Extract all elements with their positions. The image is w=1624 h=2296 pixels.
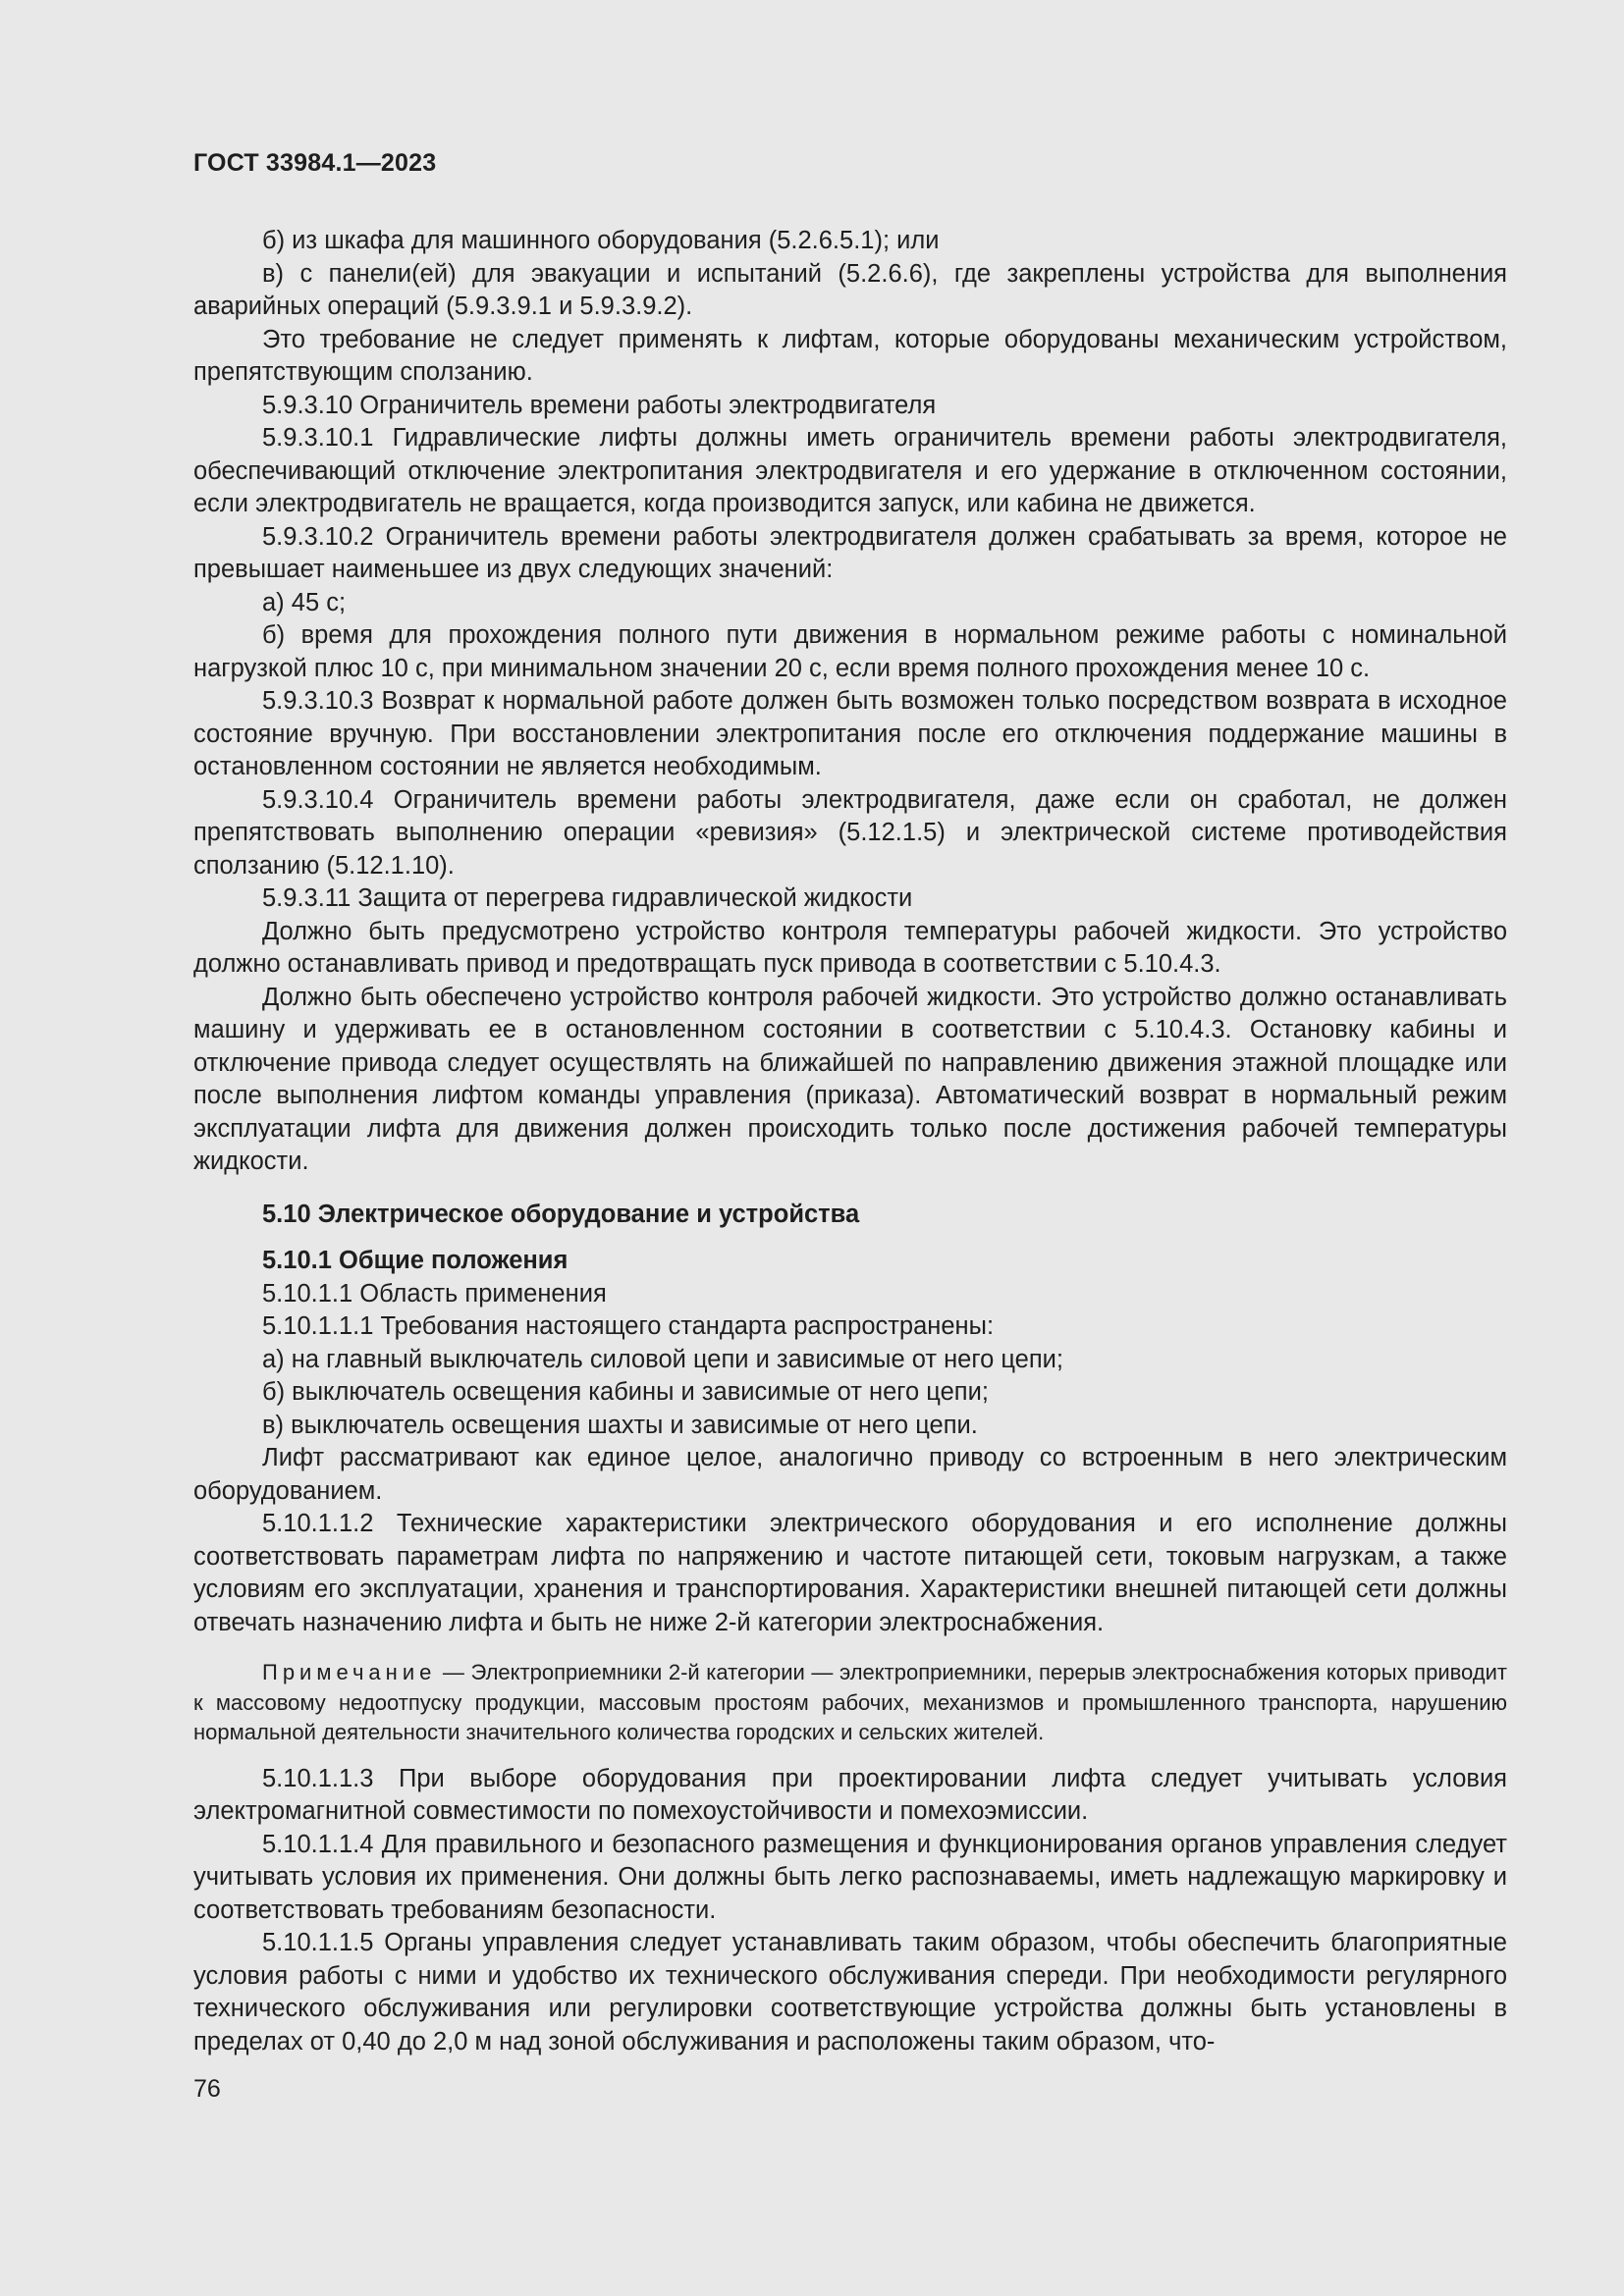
paragraph: в) с панели(ей) для эвакуации и испытаний (5.2.6.6), где закреплены устройства для выполнения аварийных операций (5.9.3.9.1 и 5.9.3.9.2). xyxy=(193,259,1507,320)
paragraph: 5.9.3.10.2 Ограничитель времени работы электродвигателя должен срабатывать за время, которое не превышает наименьшее из двух следующих значений: xyxy=(193,522,1507,583)
paragraph: 5.9.3.10.1 Гидравлические лифты должны иметь ограничитель времени работы электродвигателя, обеспечивающий отключение электропитания электродвигателя и его удержание в отключенном состоянии, если электродвигатель не вращается, когда производится запуск, или кабина не движется. xyxy=(193,424,1507,517)
section-heading: 5.10 Электрическое оборудование и устройства xyxy=(262,1200,860,1228)
document-body xyxy=(193,225,1507,2058)
paragraph: б) из шкафа для машинного оборудования (5.2.6.5.1); или xyxy=(262,227,940,254)
paragraph: Должно быть обеспечено устройство контроля рабочей жидкости. Это устройство должно останавливать машину и удерживать ее в остановленном состоянии в соответствии с 5.10.4.3. Остановку кабины и отключение привода следует осуществлять на ближайшей по направлению движения этажной площадке или после выполнения лифтом команды управления (приказа). Автоматический возврат в нормальный режим эксплуатации лифта для движения должен происходить только после достижения рабочей температуры жидкости. xyxy=(193,983,1507,1175)
note xyxy=(193,1658,1507,1748)
paragraph: б) время для прохождения полного пути движения в нормальном режиме работы с номинальной нагрузкой плюс 10 с, при минимальном значении 20 с, если время полного прохождения менее 10 с. xyxy=(193,621,1507,682)
page-number: 76 xyxy=(193,2075,221,2103)
paragraph: 5.9.3.10.3 Возврат к нормальной работе должен быть возможен только посредством возврата в исходное состояние вручную. При восстановлении электропитания после его отключения поддержание машины в остановленном состоянии не является необходимым. xyxy=(193,687,1507,780)
paragraph: в) выключатель освещения шахты и зависимые от него цепи. xyxy=(262,1411,978,1439)
paragraph: Лифт рассматривают как единое целое, аналогично приводу со встроенным в него электрическим оборудованием. xyxy=(193,1444,1507,1505)
paragraph: 5.10.1.1.4 Для правильного и безопасного размещения и функционирования органов управления следует учитывать условия их применения. Они должны быть легко распознаваемы, иметь надлежащую маркировку и соответствовать требованиям безопасности. xyxy=(193,1830,1507,1924)
note-text: — Электроприемники 2-й категории — электроприемники, перерыв электроснабжения которых приводит к массовому недоотпуску продукции, массовым простоям рабочих, механизмов и промышленного транспорта, нарушению нормальной деятельности значительного количества городских и сельских жителей. xyxy=(193,1660,1507,1744)
document-header: ГОСТ 33984.1—2023 xyxy=(193,149,437,177)
paragraph: а) 45 с; xyxy=(262,588,347,616)
paragraph: Должно быть предусмотрено устройство контроля температуры рабочей жидкости. Это устройство должно останавливать привод и предотвращать пуск привода в соответствии с 5.10.4.3. xyxy=(193,917,1507,978)
paragraph: а) на главный выключатель силовой цепи и зависимые от него цепи; xyxy=(262,1345,1063,1373)
paragraph: 5.9.3.10 Ограничитель времени работы электродвигателя xyxy=(262,391,937,419)
paragraph: Это требование не следует применять к лифтам, которые оборудованы механическим устройством, препятствующим сползанию. xyxy=(193,325,1507,386)
paragraph: 5.10.1.1.2 Технические характеристики электрического оборудования и его исполнение должны соответствовать параметрам лифта по напряжению и частоте питающей сети, токовым нагрузкам, а также условиям его эксплуатации, хранения и транспортирования. Характеристики внешней питающей сети должны отвечать назначению лифта и быть не ниже 2-й категории электроснабжения. xyxy=(193,1510,1507,1636)
paragraph: 5.9.3.10.4 Ограничитель времени работы электродвигателя, даже если он сработал, не должен препятствовать выполнению операции «ревизия» (5.12.1.5) и электрической системе противодействия сползанию (5.12.1.10). xyxy=(193,785,1507,880)
paragraph: 5.10.1.1.5 Органы управления следует устанавливать таким образом, чтобы обеспечить благоприятные условия работы с ними и удобство их технического обслуживания спереди. При необходимости регулярного технического обслуживания или регулировки соответствующие устройства должны быть установлены в пределах от 0,40 до 2,0 м над зоной обслуживания и расположены таким образом, что- xyxy=(193,1929,1507,2056)
paragraph: 5.10.1.1 Область применения xyxy=(262,1279,607,1308)
note-label: Примечание xyxy=(262,1660,437,1684)
paragraph: 5.10.1.1.3 При выборе оборудования при проектировании лифта следует учитывать условия электромагнитной совместимости по помехоустойчивости и помехоэмиссии. xyxy=(193,1764,1507,1825)
paragraph: 5.10.1.1.1 Требования настоящего стандарта распространены: xyxy=(262,1312,995,1340)
paragraph: 5.9.3.11 Защита от перегрева гидравлической жидкости xyxy=(262,884,913,912)
paragraph: б) выключатель освещения кабины и зависимые от него цепи; xyxy=(262,1378,989,1406)
subsection-heading: 5.10.1 Общие положения xyxy=(262,1247,568,1274)
